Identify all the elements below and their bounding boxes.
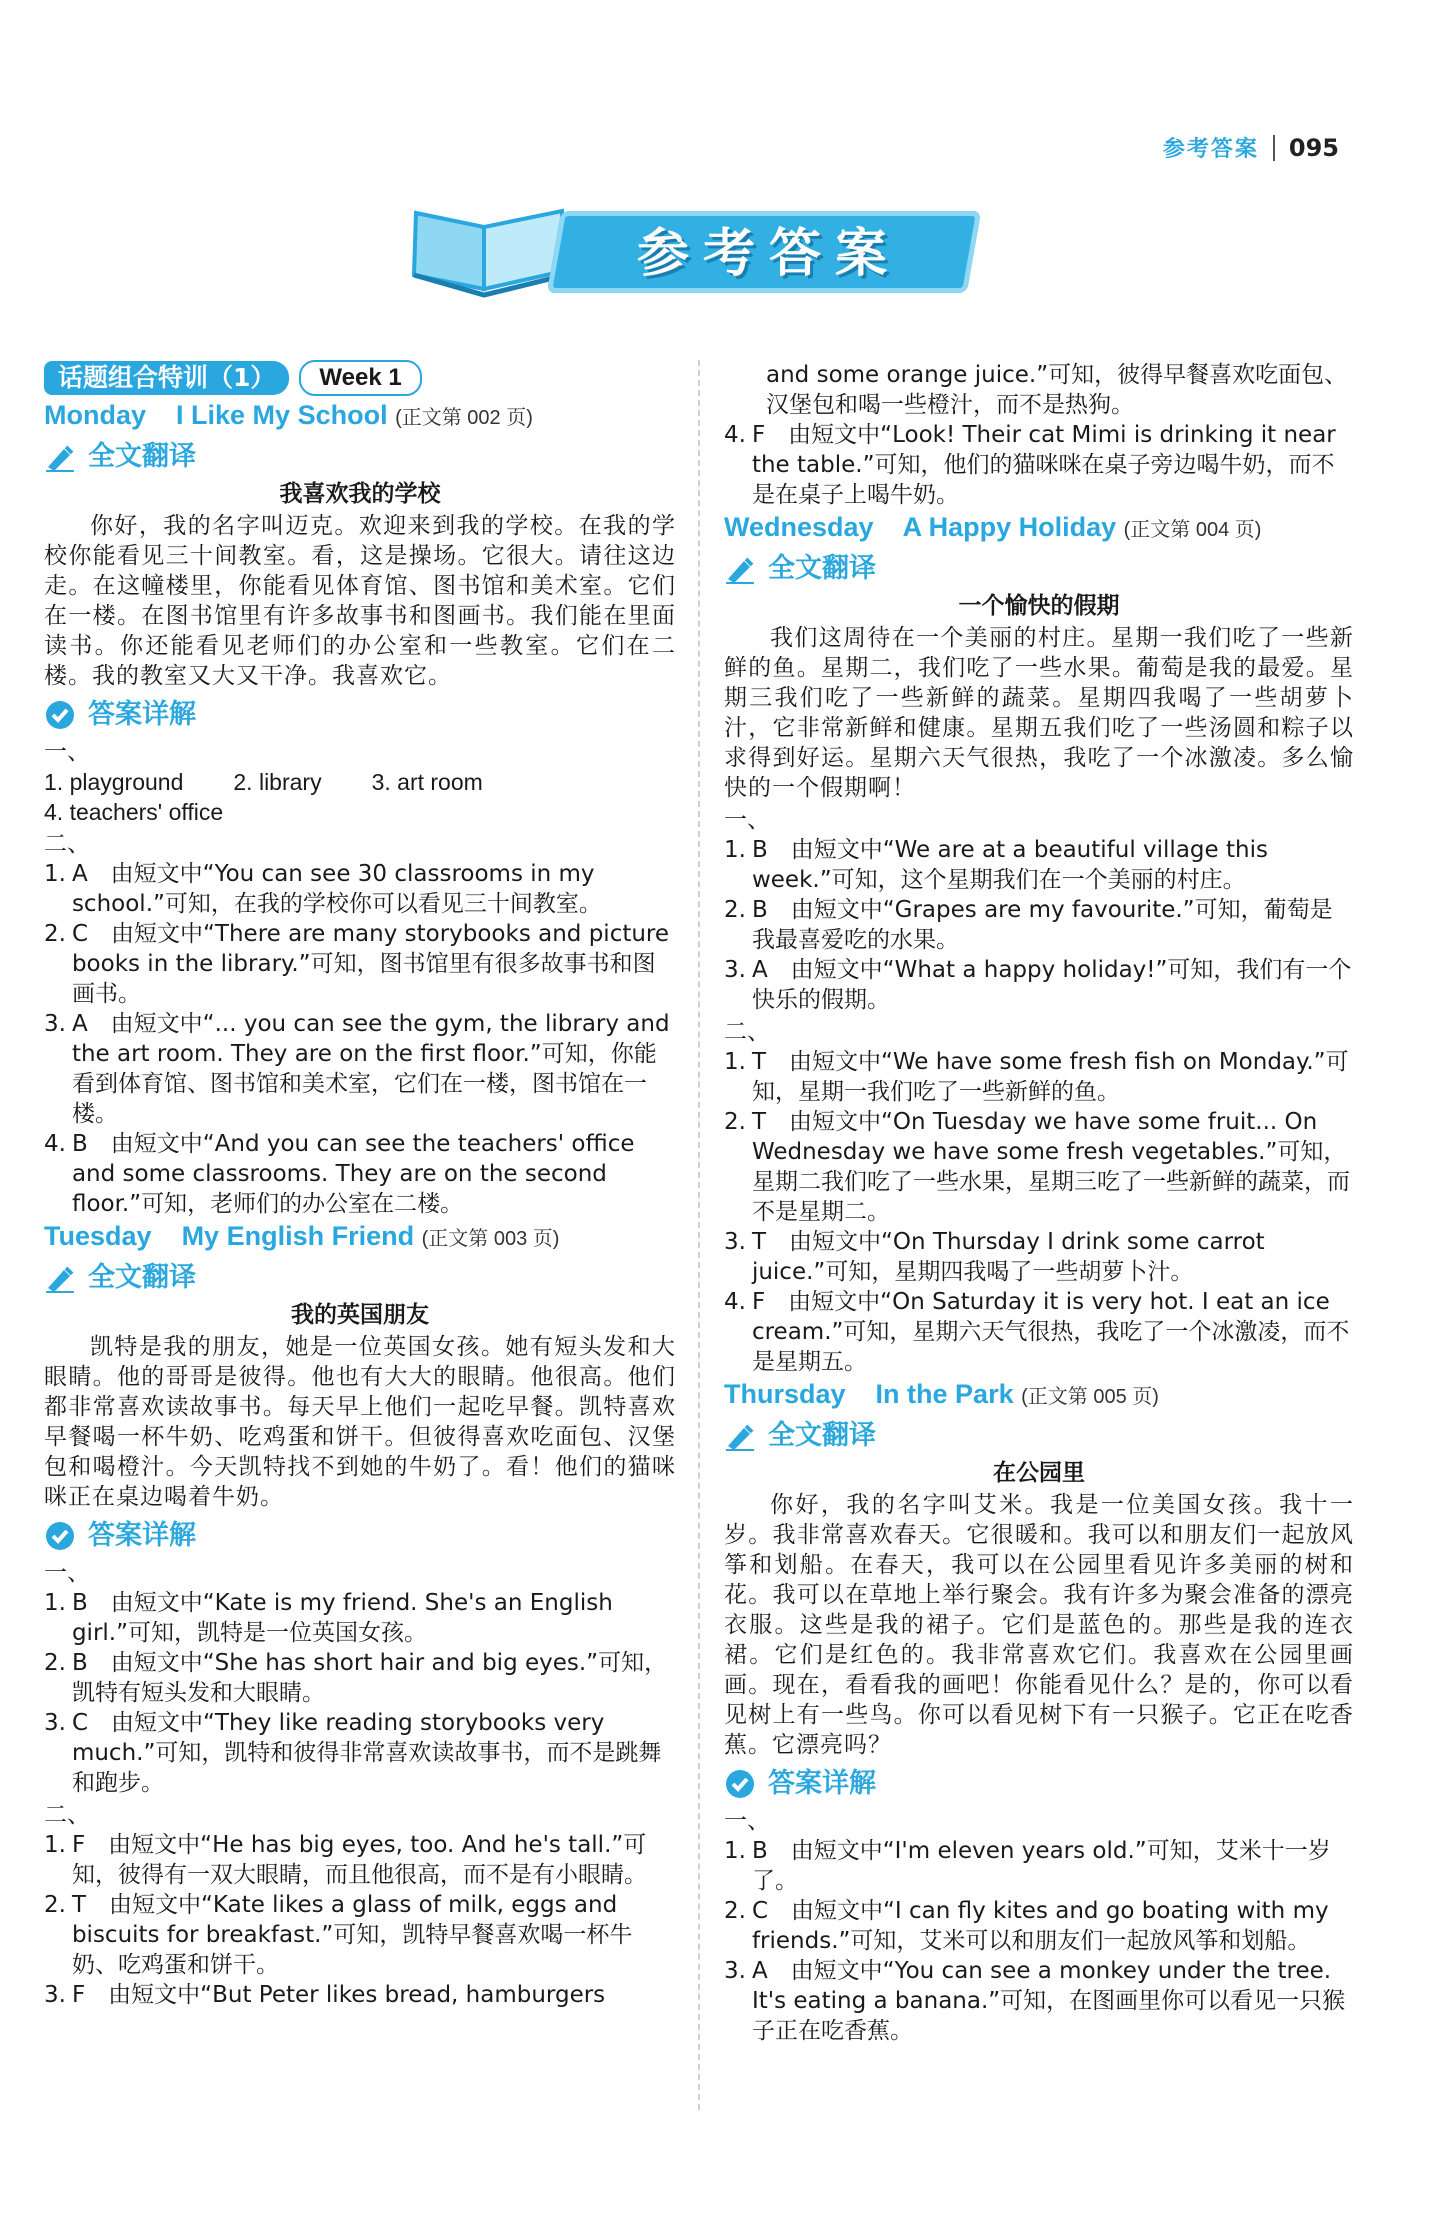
answer-item xyxy=(724,1896,1354,1956)
passage-title: 我的英国朋友 xyxy=(291,1302,429,1328)
item-text: B 由短文中“Kate is my friend. She's an English girl.”可知，凯特是一位英国女孩。 xyxy=(71,1590,613,1646)
item-text: C 由短文中“I can fly kites and go boating with my friends.”可知，艾米可以和朋友们一起放风筝和划船。 xyxy=(751,1898,1329,1954)
item-number: 4. xyxy=(724,422,746,448)
item-text: B 由短文中“We are at a beautiful village this week.”可知，这个星期我们在一个美丽的村庄。 xyxy=(751,837,1268,893)
topic-tag: 话题组合特训（1） xyxy=(44,361,289,395)
passage-title: 我喜欢我的学校 xyxy=(279,481,441,507)
item-number: 2. xyxy=(44,1650,66,1676)
item-number: 3. xyxy=(724,1229,746,1255)
check-circle-icon xyxy=(44,699,80,731)
column-divider xyxy=(698,360,700,2110)
item-number: 1. xyxy=(44,861,66,887)
item-text: C 由短文中“They like reading storybooks very much.”可知，凯特和彼得非常喜欢读故事书，而不是跳舞和跑步。 xyxy=(71,1710,662,1796)
page-ref: (正文第 005 页) xyxy=(1021,1386,1159,1408)
part-marker: 一、 xyxy=(724,1808,770,1834)
section-translation xyxy=(724,553,1354,585)
item-text: F 由短文中“On Saturday it is very hot. I eat an ice cream.”可知，星期六天气很热，我吃了一个冰激凌，而不是星期五。 xyxy=(751,1289,1350,1375)
item-text: B 由短文中“I'm eleven years old.”可知，艾米十一岁了。 xyxy=(751,1838,1331,1894)
day-name: Wednesday xyxy=(724,512,874,542)
monday-heading xyxy=(44,400,676,433)
day-name: Tuesday xyxy=(44,1221,152,1251)
answer-item xyxy=(724,835,1354,895)
section-label: 答案详解 xyxy=(768,1768,876,1799)
section-translation xyxy=(724,1420,1354,1452)
answer-row xyxy=(44,767,676,797)
passage-title: 在公园里 xyxy=(993,1460,1085,1486)
answer-item: 2. library xyxy=(233,769,322,795)
thursday-heading xyxy=(724,1379,1354,1412)
item-text: F 由短文中“He has big eyes, too. And he's tall.”可知，彼得有一双大眼睛，而且他很高，而不是有小眼睛。 xyxy=(71,1832,647,1888)
check-circle-icon xyxy=(44,1520,80,1552)
answer-item: 4. teachers' office xyxy=(44,799,224,825)
item-text: A 由短文中“You can see 30 classrooms in my school.”可知，在我的学校你可以看见三十间教室。 xyxy=(71,861,602,917)
pen-icon xyxy=(44,1262,80,1294)
answer-item: 3. art room xyxy=(371,769,483,795)
answer-item xyxy=(44,1129,676,1219)
answer-item xyxy=(724,955,1354,1015)
item-text: F 由短文中“Look! Their cat Mimi is drinking it near the table.”可知，他们的猫咪咪在桌子旁边喝牛奶，而不是在桌子上喝牛奶。 xyxy=(751,422,1336,508)
day-topic: A Happy Holiday xyxy=(902,512,1117,542)
answer-item xyxy=(724,895,1354,955)
wednesday-heading xyxy=(724,512,1354,545)
item-text: T 由短文中“On Tuesday we have some fruit... On Wednesday we have some fresh vegetables.”可知，星期二我们吃了一些水果，星期三吃了一些新鲜的蔬菜，而不是星期二。 xyxy=(751,1109,1350,1225)
item-number: 3. xyxy=(724,1958,746,1984)
item-text: B 由短文中“And you can see the teachers' office and some classrooms. They are on the second floor.”可知，老师们的办公室在二楼。 xyxy=(71,1131,635,1217)
item-number: 1. xyxy=(44,1832,66,1858)
pen-icon xyxy=(44,441,80,473)
item-text: B 由短文中“She has short hair and big eyes.”可知，凯特有短头发和大眼睛。 xyxy=(71,1650,668,1706)
page-header xyxy=(1163,132,1339,163)
item-number: 2. xyxy=(724,1898,746,1924)
item-text: T 由短文中“We have some fresh fish on Monday.”可知，星期一我们吃了一些新鲜的鱼。 xyxy=(751,1049,1349,1105)
section-label: 全文翻译 xyxy=(88,441,196,472)
item-number: 1. xyxy=(44,1590,66,1616)
title-banner xyxy=(404,205,984,303)
answer-item xyxy=(724,1047,1354,1107)
passage-title: 一个愉快的假期 xyxy=(958,593,1120,619)
answer-item xyxy=(44,1890,676,1980)
day-topic: My English Friend xyxy=(181,1221,415,1251)
answer-item xyxy=(724,1836,1354,1896)
item-number: 2. xyxy=(44,1892,66,1918)
page-ref: (正文第 004 页) xyxy=(1123,519,1262,541)
part-marker: 一、 xyxy=(724,807,770,833)
answer-item xyxy=(724,1956,1354,2046)
day-name: Monday xyxy=(44,400,147,430)
answer-item xyxy=(724,1107,1354,1227)
item-number: 2. xyxy=(44,921,66,947)
answer-item: 1. playground xyxy=(44,769,184,795)
pen-icon xyxy=(724,1420,760,1452)
section-label: 全文翻译 xyxy=(88,1262,196,1293)
section-answers xyxy=(44,699,676,731)
item-text: T 由短文中“On Thursday I drink some carrot juice.”可知，星期四我喝了一些胡萝卜汁。 xyxy=(751,1229,1265,1285)
left-column xyxy=(44,360,676,2010)
tuesday-heading xyxy=(44,1221,676,1254)
item-number: 3. xyxy=(724,957,746,983)
part-marker: 二、 xyxy=(44,831,90,857)
topic-header xyxy=(44,360,676,396)
answer-item xyxy=(44,1980,676,2010)
answer-item xyxy=(44,859,676,919)
day-topic: In the Park xyxy=(875,1379,1014,1409)
answer-item xyxy=(724,420,1354,510)
week-badge: Week 1 xyxy=(299,360,421,396)
item-text: A 由短文中“You can see a monkey under the tree. It's eating a banana.”可知，在图画里你可以看见一只猴子正在吃香蕉。 xyxy=(751,1958,1346,2044)
section-answers xyxy=(724,1768,1354,1800)
part-marker: 一、 xyxy=(44,739,90,765)
item-number: 3. xyxy=(44,1982,66,2008)
item-text: C 由短文中“There are many storybooks and picture books in the library.”可知，图书馆里有很多故事书和图画书。 xyxy=(71,921,670,1007)
item-number: 1. xyxy=(724,837,746,863)
section-answers xyxy=(44,1520,676,1552)
header-label: 参考答案 xyxy=(1162,137,1259,162)
day-name: Thursday xyxy=(724,1379,846,1409)
section-label: 全文翻译 xyxy=(768,1420,876,1451)
section-label: 全文翻译 xyxy=(768,553,876,584)
item-number: 1. xyxy=(724,1838,746,1864)
pen-icon xyxy=(724,553,760,585)
answer-item xyxy=(44,1588,676,1648)
item-text: T 由短文中“Kate likes a glass of milk, eggs and biscuits for breakfast.”可知，凯特早餐喜欢喝一杯牛奶、吃鸡蛋和饼干。 xyxy=(71,1892,633,1978)
item-number: 2. xyxy=(724,1109,746,1135)
section-label: 答案详解 xyxy=(88,1520,196,1551)
item-number: 2. xyxy=(724,897,746,923)
section-translation xyxy=(44,1262,676,1294)
item-number: 4. xyxy=(44,1131,66,1157)
answer-item xyxy=(724,1287,1354,1377)
passage-translation: 你好，我的名字叫艾米。我是一位美国女孩。我十一岁。我非常喜欢春天。它很暖和。我可以和朋友们一起放风筝和划船。在春天，我可以在公园里看见许多美丽的树和花。我可以在草地上举行聚会。我有许多为聚会准备的漂亮衣服。这些是我的裙子。它们是蓝色的。那些是我的连衣裙。它们是红色的。我非常喜欢它们。我喜欢在公园里画画。现在，看看我的画吧！你能看见什么？是的，你可以看见树上有一些鸟。你可以看见树下有一只猴子。它正在吃香蕉。它漂亮吗？ xyxy=(724,1492,1354,1758)
answer-item xyxy=(44,1708,676,1798)
item-text: B 由短文中“Grapes are my favourite.”可知，葡萄是我最喜爱吃的水果。 xyxy=(751,897,1333,953)
answer-item xyxy=(724,1227,1354,1287)
item-text: A 由短文中“... you can see the gym, the library and the art room. They are on the first floor.”可知，你能看到体育馆、图书馆和美术室，它们在一楼，图书馆在一楼。 xyxy=(71,1011,670,1127)
answer-item xyxy=(44,919,676,1009)
passage-translation: 你好，我的名字叫迈克。欢迎来到我的学校。在我的学校你能看见三十间教室。看，这是操场。它很大。请往这边走。在这幢楼里，你能看见体育馆、图书馆和美术室。它们在一楼。在图书馆里有许多故事书和图画书。我们能在里面读书。你还能看见老师们的办公室和一些教室。它们在二楼。我的教室又大又干净。我喜欢它。 xyxy=(44,513,676,689)
section-label: 答案详解 xyxy=(88,699,196,730)
answer-item xyxy=(44,1009,676,1129)
page-ref: (正文第 002 页) xyxy=(395,407,533,429)
continued-text: and some orange juice.”可知，彼得早餐喜欢吃面包、汉堡包和喝一些橙汁，而不是热狗。 xyxy=(766,362,1348,418)
page-number: 095 xyxy=(1288,133,1339,162)
page-ref: (正文第 003 页) xyxy=(421,1228,560,1250)
item-number: 3. xyxy=(44,1011,66,1037)
item-text: F 由短文中“But Peter likes bread, hamburgers xyxy=(71,1982,606,2008)
passage-translation: 凯特是我的朋友，她是一位英国女孩。她有短头发和大眼睛。他的哥哥是彼得。他也有大大的眼睛。他很高。他们都非常喜欢读故事书。每天早上他们一起吃早餐。凯特喜欢早餐喝一杯牛奶、吃鸡蛋和饼干。但彼得喜欢吃面包、汉堡包和喝橙汁。今天凯特找不到她的牛奶了。看！他们的猫咪咪正在桌边喝着牛奶。 xyxy=(44,1334,676,1510)
part-marker: 二、 xyxy=(44,1802,90,1828)
item-number: 1. xyxy=(724,1049,746,1075)
part-marker: 一、 xyxy=(44,1560,90,1586)
day-topic: I Like My School xyxy=(176,400,388,430)
part-marker: 二、 xyxy=(724,1019,770,1045)
banner-title: 参考答案 xyxy=(636,224,901,284)
answer-item xyxy=(44,1830,676,1890)
right-column xyxy=(724,360,1354,2046)
answer-item xyxy=(44,1648,676,1708)
check-circle-icon xyxy=(724,1768,760,1800)
passage-translation: 我们这周待在一个美丽的村庄。星期一我们吃了一些新鲜的鱼。星期二，我们吃了一些水果。葡萄是我的最爱。星期三我们吃了一些新鲜的蔬菜。星期四我喝了一些胡萝卜汁，它非常新鲜和健康。星期五我们吃了一些汤圆和粽子以求得到好运。星期六天气很热，我吃了一个冰激凌。多么愉快的一个假期啊！ xyxy=(724,625,1354,801)
item-text: A 由短文中“What a happy holiday!”可知，我们有一个快乐的假期。 xyxy=(751,957,1352,1013)
item-number: 3. xyxy=(44,1710,66,1736)
header-divider xyxy=(1273,135,1275,161)
item-number: 4. xyxy=(724,1289,746,1315)
section-translation xyxy=(44,441,676,473)
